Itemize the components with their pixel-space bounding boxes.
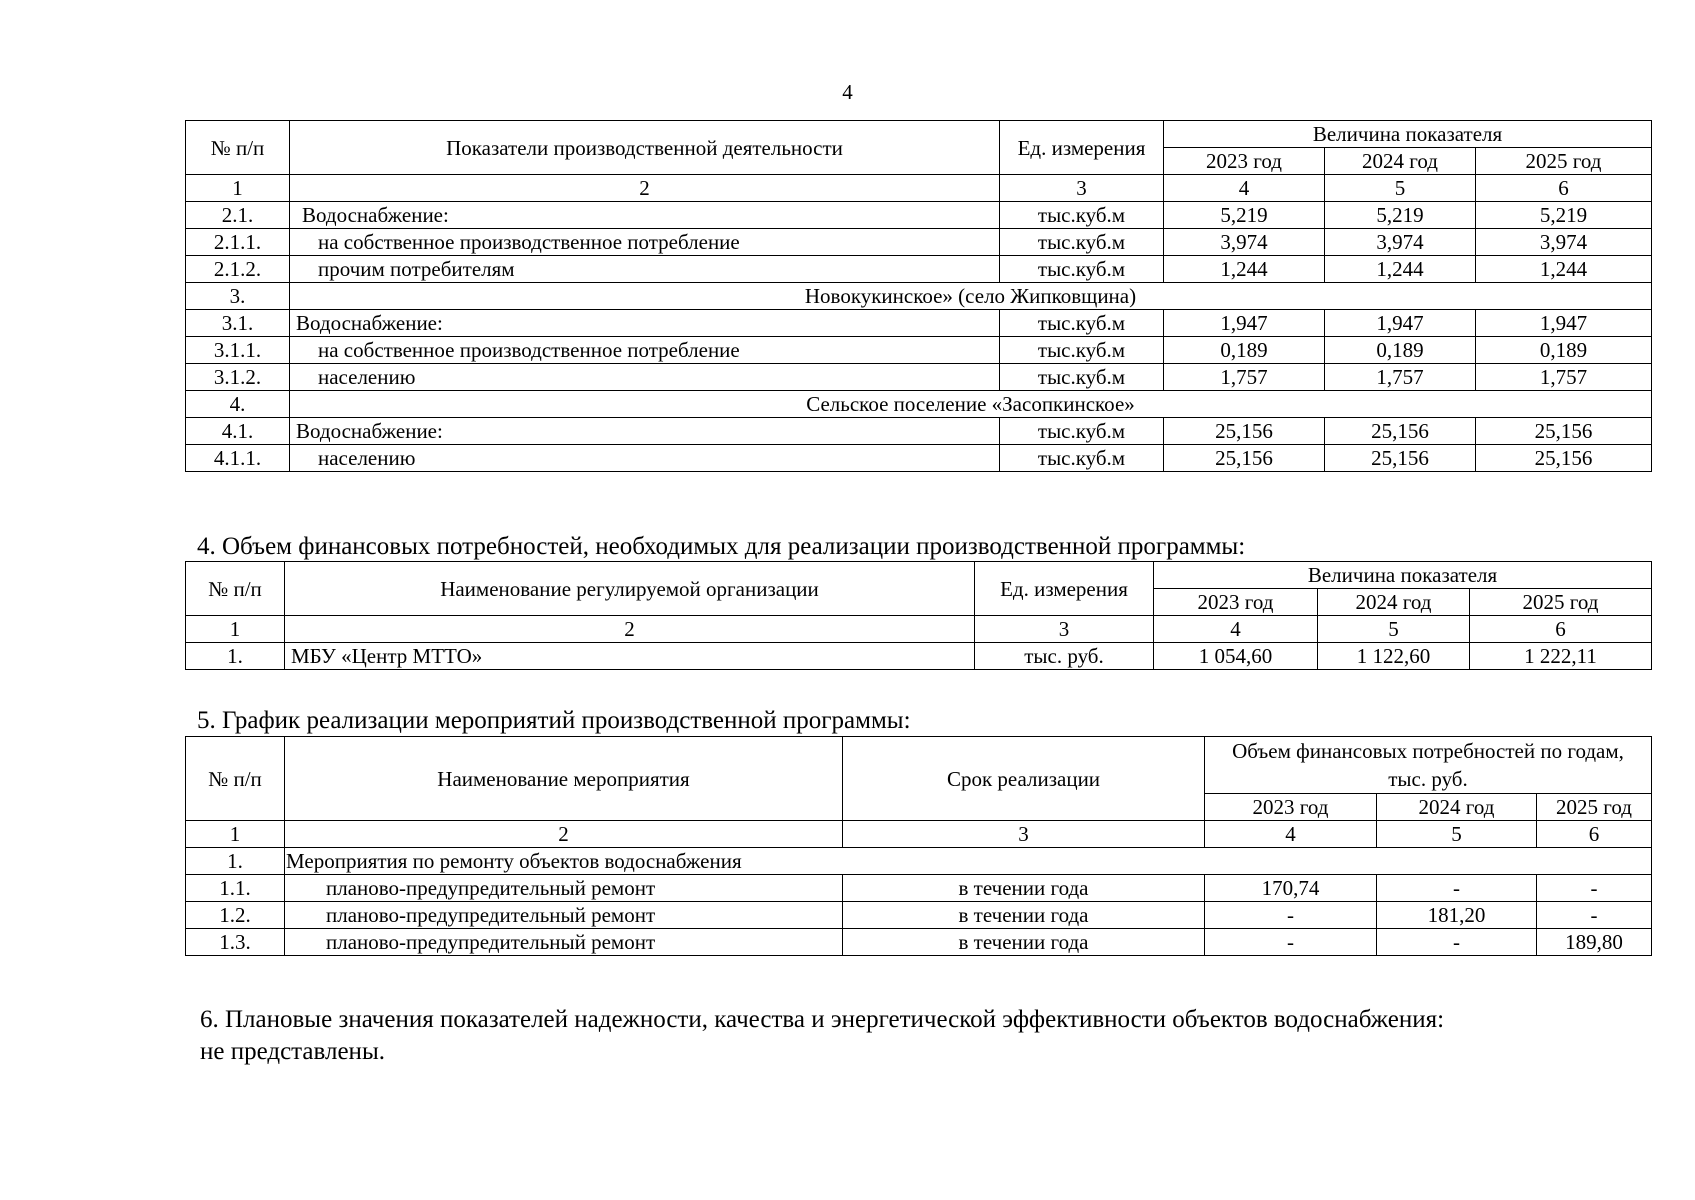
row-unit: тыс.куб.м — [1000, 364, 1164, 391]
header-year-2023: 2023 год — [1154, 589, 1318, 616]
row-value-2023: 25,156 — [1164, 418, 1325, 445]
row-num: 1.3. — [186, 929, 285, 956]
table-row — [186, 445, 1652, 472]
column-numbers-row — [186, 616, 1652, 643]
row-unit: тыс.куб.м — [1000, 202, 1164, 229]
row-num: 3.1.1. — [186, 337, 290, 364]
row-value-2025: 0,189 — [1476, 337, 1652, 364]
header-term: Срок реализации — [843, 737, 1205, 821]
header-num: № п/п — [186, 562, 285, 616]
row-value-2024: 0,189 — [1325, 337, 1476, 364]
header-year-2024: 2024 год — [1377, 794, 1537, 821]
schedule-table — [185, 736, 1652, 956]
row-unit: тыс.куб.м — [1000, 337, 1164, 364]
row-value-2023: 1,947 — [1164, 310, 1325, 337]
row-value-2024: 1,947 — [1325, 310, 1476, 337]
row-value-2025: 3,974 — [1476, 229, 1652, 256]
section-5-title: 5. График реализации мероприятий производственной программы: — [197, 707, 911, 734]
row-num: 1. — [186, 848, 285, 875]
table-row — [186, 929, 1652, 956]
col-number: 3 — [843, 821, 1205, 848]
group-title: Мероприятия по ремонту объектов водоснабжения — [285, 848, 1652, 875]
column-numbers-row — [186, 821, 1652, 848]
row-value-2024: 1,757 — [1325, 364, 1476, 391]
row-event-name: планово-предупредительный ремонт — [285, 902, 843, 929]
header-year-2025: 2025 год — [1537, 794, 1652, 821]
row-term: в течении года — [843, 875, 1205, 902]
row-term: в течении года — [843, 902, 1205, 929]
row-value-2023: 1,244 — [1164, 256, 1325, 283]
header-value-group: Объем финансовых потребностей по годам, тыс. руб. — [1205, 737, 1652, 794]
row-value-2024: 1 122,60 — [1318, 643, 1470, 670]
row-unit: тыс. руб. — [975, 643, 1154, 670]
table-row — [186, 229, 1652, 256]
row-unit: тыс.куб.м — [1000, 229, 1164, 256]
column-numbers-row — [186, 175, 1652, 202]
header-year-2023: 2023 год — [1164, 148, 1325, 175]
row-value-2025: 25,156 — [1476, 418, 1652, 445]
section-6-line-1: 6. Плановые значения показателей надежности, качества и энергетической эффективности объектов водоснабжения: — [200, 1006, 1445, 1033]
header-year-2024: 2024 год — [1318, 589, 1470, 616]
table-header-row — [186, 737, 1652, 794]
row-value-2023: 5,219 — [1164, 202, 1325, 229]
col-number: 4 — [1164, 175, 1325, 202]
row-unit: тыс.куб.м — [1000, 310, 1164, 337]
table-row — [186, 418, 1652, 445]
table-header-row — [186, 562, 1652, 589]
table-row — [186, 875, 1652, 902]
table-row — [186, 902, 1652, 929]
col-number: 4 — [1205, 821, 1377, 848]
section-6-line-2: не представлены. — [200, 1038, 385, 1065]
col-number: 5 — [1325, 175, 1476, 202]
row-value-2025: 1 222,11 — [1470, 643, 1652, 670]
col-number: 1 — [186, 821, 285, 848]
row-name: Водоснабжение: — [290, 418, 1000, 445]
row-name: на собственное производственное потребление — [290, 337, 1000, 364]
row-value-2025: - — [1537, 875, 1652, 902]
header-event: Наименование мероприятия — [285, 737, 843, 821]
section-title: Новокукинское» (село Жипковщина) — [290, 283, 1652, 310]
row-unit: тыс.куб.м — [1000, 418, 1164, 445]
row-value-2023: - — [1205, 929, 1377, 956]
row-name: на собственное производственное потребление — [290, 229, 1000, 256]
header-value-group: Величина показателя — [1164, 121, 1652, 148]
row-value-2025: 189,80 — [1537, 929, 1652, 956]
row-value-2024: 25,156 — [1325, 418, 1476, 445]
row-value-2023: 1,757 — [1164, 364, 1325, 391]
section-row — [186, 283, 1652, 310]
row-num: 4.1. — [186, 418, 290, 445]
row-value-2024: - — [1377, 929, 1537, 956]
row-value-2023: 1 054,60 — [1154, 643, 1318, 670]
section-row — [186, 391, 1652, 418]
row-num: 4. — [186, 391, 290, 418]
header-year-2025: 2025 год — [1470, 589, 1652, 616]
row-value-2023: 0,189 — [1164, 337, 1325, 364]
col-number: 6 — [1470, 616, 1652, 643]
header-year-2023: 2023 год — [1205, 794, 1377, 821]
row-value-2024: 1,244 — [1325, 256, 1476, 283]
row-value-2024: 181,20 — [1377, 902, 1537, 929]
row-value-2025: 1,757 — [1476, 364, 1652, 391]
row-value-2024: 5,219 — [1325, 202, 1476, 229]
col-number: 1 — [186, 616, 285, 643]
col-number: 4 — [1154, 616, 1318, 643]
row-org-name: МБУ «Центр МТТО» — [285, 643, 975, 670]
production-indicators-table — [185, 120, 1652, 472]
col-number: 6 — [1537, 821, 1652, 848]
row-value-2024: 3,974 — [1325, 229, 1476, 256]
row-value-2024: - — [1377, 875, 1537, 902]
row-event-name: планово-предупредительный ремонт — [285, 875, 843, 902]
table-row — [186, 337, 1652, 364]
header-unit: Ед. измерения — [975, 562, 1154, 616]
row-value-2023: 170,74 — [1205, 875, 1377, 902]
col-number: 5 — [1318, 616, 1470, 643]
row-value-2025: - — [1537, 902, 1652, 929]
row-term: в течении года — [843, 929, 1205, 956]
row-value-2025: 1,947 — [1476, 310, 1652, 337]
row-name: населению — [290, 364, 1000, 391]
row-unit: тыс.куб.м — [1000, 256, 1164, 283]
row-num: 3.1. — [186, 310, 290, 337]
header-value-group: Величина показателя — [1154, 562, 1652, 589]
row-name: населению — [290, 445, 1000, 472]
col-number: 3 — [1000, 175, 1164, 202]
row-name: прочим потребителям — [290, 256, 1000, 283]
header-indicator: Показатели производственной деятельности — [290, 121, 1000, 175]
row-name: Водоснабжение: — [290, 202, 1000, 229]
row-value-2023: - — [1205, 902, 1377, 929]
row-num: 1. — [186, 643, 285, 670]
section-6-text — [200, 1004, 1651, 1068]
row-event-name: планово-предупредительный ремонт — [285, 929, 843, 956]
col-number: 2 — [285, 616, 975, 643]
section-4-title: 4. Объем финансовых потребностей, необходимых для реализации производственной программы: — [197, 533, 1246, 560]
row-value-2025: 1,244 — [1476, 256, 1652, 283]
header-num: № п/п — [186, 121, 290, 175]
col-number: 1 — [186, 175, 290, 202]
row-num: 2.1. — [186, 202, 290, 229]
row-num: 2.1.1. — [186, 229, 290, 256]
col-number: 2 — [285, 821, 843, 848]
row-name: Водоснабжение: — [290, 310, 1000, 337]
table-row — [186, 364, 1652, 391]
row-num: 1.2. — [186, 902, 285, 929]
row-value-2023: 25,156 — [1164, 445, 1325, 472]
row-value-2024: 25,156 — [1325, 445, 1476, 472]
row-num: 3.1.2. — [186, 364, 290, 391]
group-row — [186, 848, 1652, 875]
table-header-row — [186, 121, 1652, 148]
row-unit: тыс.куб.м — [1000, 445, 1164, 472]
row-value-2025: 25,156 — [1476, 445, 1652, 472]
row-num: 1.1. — [186, 875, 285, 902]
table-row — [186, 256, 1652, 283]
col-number: 6 — [1476, 175, 1652, 202]
row-num: 4.1.1. — [186, 445, 290, 472]
header-org: Наименование регулируемой организации — [285, 562, 975, 616]
col-number: 2 — [290, 175, 1000, 202]
header-year-2024: 2024 год — [1325, 148, 1476, 175]
header-num: № п/п — [186, 737, 285, 821]
col-number: 5 — [1377, 821, 1537, 848]
section-title: Сельское поселение «Засопкинское» — [290, 391, 1652, 418]
row-value-2023: 3,974 — [1164, 229, 1325, 256]
header-unit: Ед. измерения — [1000, 121, 1164, 175]
row-num: 2.1.2. — [186, 256, 290, 283]
table-row — [186, 202, 1652, 229]
header-year-2025: 2025 год — [1476, 148, 1652, 175]
row-value-2025: 5,219 — [1476, 202, 1652, 229]
financial-needs-table — [185, 561, 1652, 670]
table-row — [186, 310, 1652, 337]
row-num: 3. — [186, 283, 290, 310]
page-number: 4 — [842, 80, 853, 104]
col-number: 3 — [975, 616, 1154, 643]
table-row — [186, 643, 1652, 670]
